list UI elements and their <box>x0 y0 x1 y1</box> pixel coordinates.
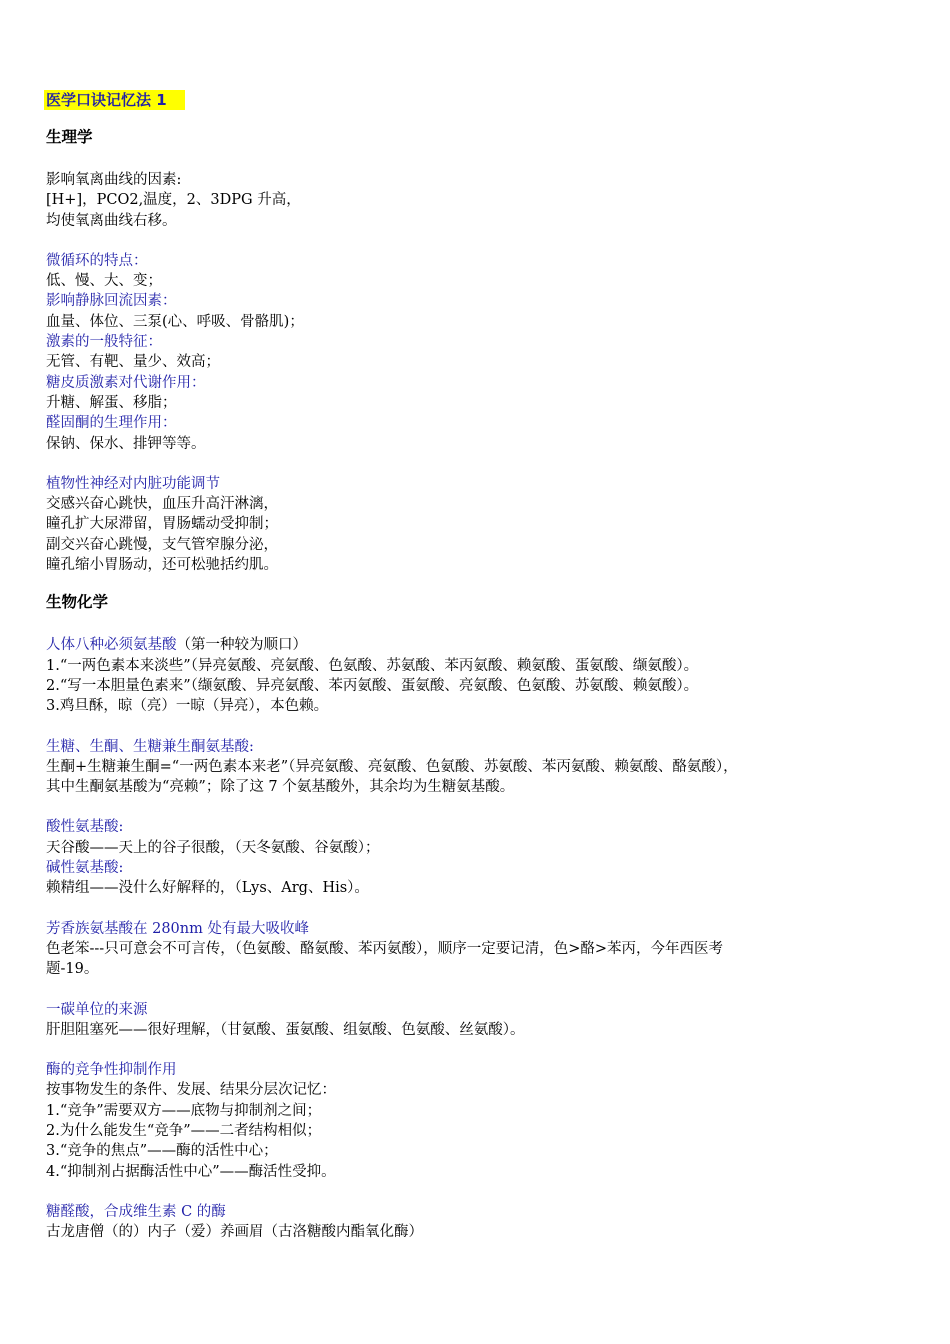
oxygen-curve-heading: 影响氧离曲线的因素: <box>46 172 182 188</box>
topic-heading-acidic: 酸性氨基酸: <box>46 819 124 836</box>
mnemonic-line: 天谷酸——天上的谷子很酸，（天冬氨酸、谷氨酸）； <box>46 839 380 856</box>
topic-heading: 微循环的特点： <box>46 252 148 269</box>
rhyme-line: 瞳孔扩大尿滞留，胃肠蠕动受抑制； <box>46 516 278 533</box>
document-page <box>46 90 926 1242</box>
topic-heading: 激素的一般特征： <box>46 334 162 351</box>
topic-heading-essential-amino-acids <box>46 635 926 655</box>
mnemonic-line: 肝胆阻塞死——很好理解，（甘氨酸、蛋氨酸、组氨酸、色氨酸、丝氨酸）。 <box>46 1021 525 1038</box>
mnemonic-line: 2.“写一本胆量色素来”（缬氨酸、异亮氨酸、苯丙氨酸、蛋氨酸、亮氨酸、色氨酸、苏氨酸、赖氨酸）。 <box>46 677 699 694</box>
oxygen-curve-line: 均使氧离曲线右移。 <box>46 212 177 229</box>
document-title: 医学口诀记忆法 1 <box>44 90 185 110</box>
oxygen-curve-line: [H+]，PCO2,温度，2、3DPG 升高， <box>46 192 301 209</box>
topic-heading: 人体八种必须氨基酸 <box>46 637 177 654</box>
mnemonic-line: 按事物发生的条件、发展、结果分层次记忆： <box>46 1082 336 1099</box>
mnemonic-line: 生酮+生糖兼生酮=“一两色素本来老”（异亮氨酸、亮氨酸、色氨酸、苏氨酸、苯丙氨酸、赖氨酸、酪氨酸）， <box>46 758 738 775</box>
section-heading-physiology: 生理学 <box>46 128 93 146</box>
mnemonic-line: 3.“竞争的焦点”——酶的活性中心； <box>46 1143 278 1160</box>
topic-heading-ketogenic: 生糖、生酮、生糖兼生酮氨基酸: <box>46 738 254 755</box>
topic-heading-vitamin-c: 糖醛酸，合成维生素 C 的酶 <box>46 1203 226 1220</box>
section-heading-biochemistry: 生物化学 <box>46 593 109 612</box>
topic-heading: 醛固酮的生理作用： <box>46 415 177 432</box>
mnemonic-line: 题-19。 <box>46 961 99 978</box>
mnemonic-line: 4.“抑制剂占据酶活性中心”——酶活性受抑。 <box>46 1163 336 1180</box>
mnemonic-line: 色老笨---只可意会不可言传，（色氨酸、酪氨酸、苯丙氨酸），顺序一定要记清，色>酪>苯丙，今年西医考 <box>46 940 723 957</box>
mnemonic-line: 3.鸡旦酥，晾（亮）一晾（异亮），本色赖。 <box>46 698 329 715</box>
rhyme-line: 交感兴奋心跳快，血压升高汗淋漓， <box>46 496 278 513</box>
mnemonic-line: 其中生酮氨基酸为“亮赖”；除了这 7 个氨基酸外，其余均为生糖氨基酸。 <box>46 779 515 796</box>
topic-heading-one-carbon: 一碳单位的来源 <box>46 1001 148 1018</box>
rhyme-line: 副交兴奋心跳慢，支气管窄腺分泌， <box>46 536 278 553</box>
topic-note: （第一种较为顺口） <box>176 637 307 654</box>
topic-heading-aromatic: 芳香族氨基酸在 280nm 处有最大吸收峰 <box>46 920 309 937</box>
topic-heading-autonomic: 植物性神经对内脏功能调节 <box>46 475 220 492</box>
topic-text: 升糖、解蛋、移脂； <box>46 394 177 411</box>
rhyme-line: 瞳孔缩小胃肠动，还可松驰括约肌。 <box>46 557 278 574</box>
topic-heading: 糖皮质激素对代谢作用： <box>46 374 206 391</box>
mnemonic-line: 1.“一两色素本来淡些”（异亮氨酸、亮氨酸、色氨酸、苏氨酸、苯丙氨酸、赖氨酸、蛋氨酸、缬氨酸）。 <box>46 657 699 674</box>
topic-text: 血量、体位、三泵(心、呼吸、骨骼肌)； <box>46 313 304 330</box>
mnemonic-line: 2.为什么能发生“竞争”——二者结构相似； <box>46 1122 322 1139</box>
topic-text: 无管、有靶、量少、效高； <box>46 354 220 371</box>
topic-text: 低、慢、大、变； <box>46 273 162 290</box>
mnemonic-line: 古龙唐僧（的）内子（爱）养画眉（古洛糖酸内酯氧化酶） <box>46 1224 423 1241</box>
topic-heading-enzyme-inhibition: 酶的竞争性抑制作用 <box>46 1062 177 1079</box>
topic-heading-basic: 碱性氨基酸: <box>46 860 124 877</box>
topic-text: 保钠、保水、排钾等等。 <box>46 435 206 452</box>
mnemonic-line: 1.“竞争”需要双方——底物与抑制剂之间； <box>46 1102 322 1119</box>
topic-heading: 影响静脉回流因素： <box>46 293 177 310</box>
mnemonic-line: 赖精组——没什么好解释的，（Lys、Arg、His）。 <box>46 880 369 897</box>
